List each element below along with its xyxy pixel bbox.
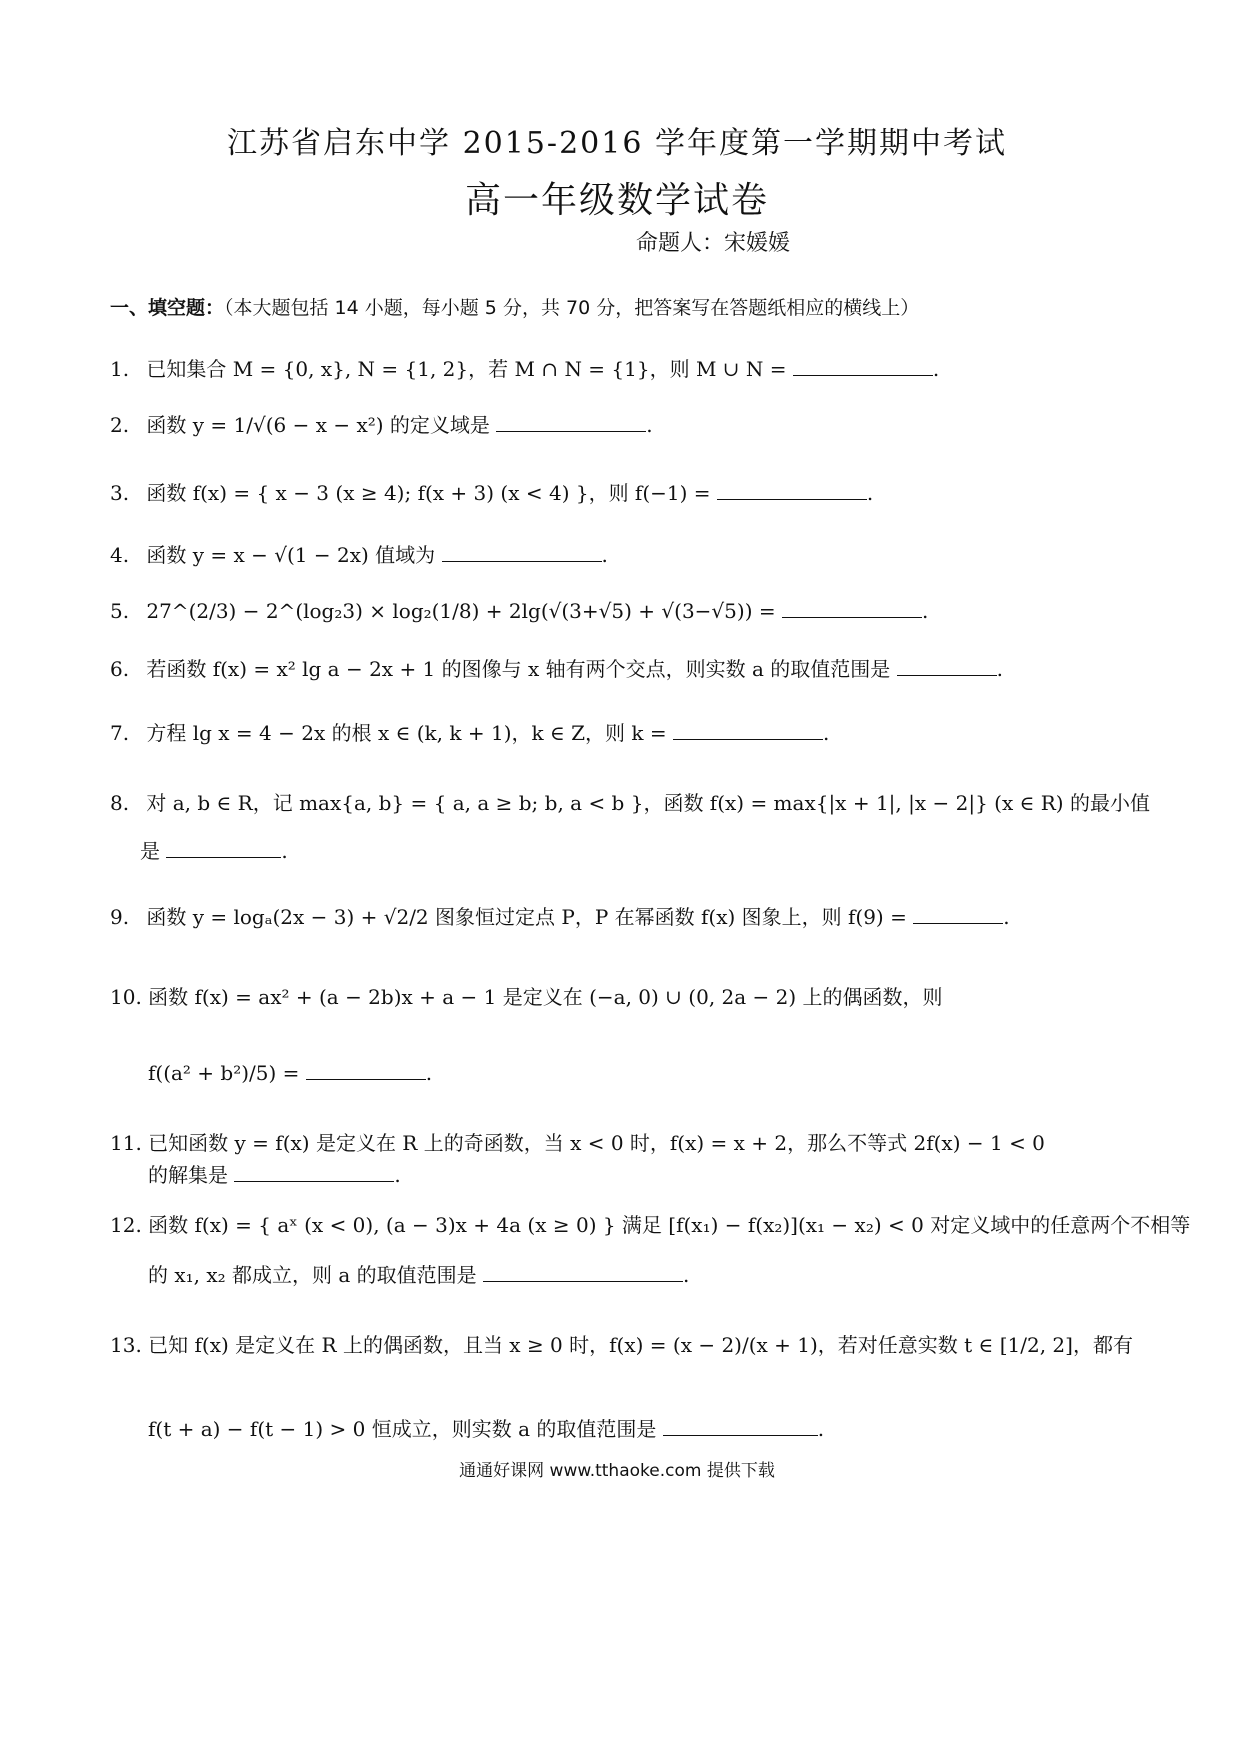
question-13 [110, 1332, 1133, 1358]
answer-blank[interactable] [782, 599, 922, 618]
answer-blank[interactable] [166, 839, 281, 858]
question-text-cont: 的 x₁, x₂ 都成立，则 a 的取值范围是 [148, 1263, 477, 1287]
answer-blank[interactable] [673, 721, 823, 740]
question-end: . [683, 1263, 690, 1287]
question-13-line2 [148, 1416, 824, 1442]
question-text: 函数 f(x) = { aˣ (x < 0), (a − 3)x + 4a (x ≥ 0) } 满足 [f(x₁) − f(x₂)](x₁ − x₂) < 0 对定义域中的任意两个不相等 [148, 1213, 1191, 1237]
question-end: . [646, 413, 653, 437]
question-text: 已知函数 y = f(x) 是定义在 R 上的奇函数，当 x < 0 时，f(x) = x + 2，那么不等式 2f(x) − 1 < 0 [148, 1131, 1045, 1155]
answer-blank[interactable] [442, 543, 602, 562]
section-instructions: （本大题包括 14 小题，每小题 5 分，共 70 分，把答案写在答题纸相应的横线上） [224, 297, 920, 319]
question-7 [110, 720, 829, 746]
question-12-line2 [148, 1262, 689, 1288]
question-end: . [996, 657, 1003, 681]
question-end: . [425, 1061, 433, 1085]
section-title: 一、填空题： [110, 297, 225, 319]
answer-blank[interactable] [663, 1417, 818, 1436]
question-end: . [817, 1417, 825, 1441]
question-number: 4. [110, 543, 130, 567]
answer-blank[interactable] [717, 481, 867, 500]
question-text-cont: f((a² + b²)/5) = [148, 1061, 300, 1085]
question-number: 12. [110, 1213, 142, 1237]
question-number: 13. [110, 1333, 142, 1357]
question-end: . [921, 599, 929, 623]
question-end: . [394, 1163, 401, 1187]
question-number: 3. [110, 481, 130, 505]
question-text: 27^(2/3) − 2^(log₂3) × log₂(1/8) + 2lg(√(3+√5) + √(3−√5)) = [146, 599, 776, 623]
question-text: 函数 y = logₐ(2x − 3) + √2/2 图象恒过定点 P，P 在幂函数 f(x) 图象上，则 f(9) = [146, 905, 907, 929]
answer-blank[interactable] [793, 357, 933, 376]
question-text: 对 a, b ∈ R，记 max{a, b} = { a, a ≥ b; b, a < b }，函数 f(x) = max{|x + 1|, |x − 2|} (x ∈ R) 的最小值 [146, 791, 1150, 815]
question-8-line2 [140, 838, 288, 864]
question-number: 2. [110, 413, 130, 437]
question-text-cont: f(t + a) − f(t − 1) > 0 恒成立，则实数 a 的取值范围是 [148, 1417, 657, 1441]
question-text: 函数 y = 1/√(6 − x − x²) 的定义域是 [146, 413, 490, 437]
question-end: . [1003, 905, 1010, 929]
question-number: 10. [110, 985, 142, 1009]
question-end: . [866, 481, 874, 505]
answer-blank[interactable] [496, 413, 646, 432]
question-number: 7. [110, 721, 130, 745]
question-text-cont: 是 [140, 839, 160, 863]
question-2 [110, 412, 653, 438]
author-name: 宋媛媛 [724, 231, 791, 256]
question-text: 函数 f(x) = { x − 3 (x ≥ 4); f(x + 3) (x < 4) }，则 f(−1) = [146, 481, 711, 505]
answer-blank[interactable] [306, 1061, 426, 1080]
question-text: 已知集合 M = {0, x}, N = {1, 2}，若 M ∩ N = {1}，则 M ∪ N = [146, 357, 787, 381]
page-footer: 通通好课网 www.tthaoke.com 提供下载 [459, 1461, 775, 1481]
question-8 [110, 790, 1150, 816]
question-11-line2 [148, 1162, 401, 1188]
question-3 [110, 480, 873, 506]
question-text: 已知 f(x) 是定义在 R 上的偶函数，且当 x ≥ 0 时，f(x) = (x − 2)/(x + 1)，若对任意实数 t ∈ [1/2, 2]，都有 [148, 1333, 1133, 1357]
question-text: 若函数 f(x) = x² lg a − 2x + 1 的图像与 x 轴有两个交点，则实数 a 的取值范围是 [146, 657, 891, 681]
answer-blank[interactable] [234, 1163, 394, 1182]
question-text-cont: 的解集是 [148, 1163, 228, 1187]
question-text: 函数 f(x) = ax² + (a − 2b)x + a − 1 是定义在 (−a, 0) ∪ (0, 2a − 2) 上的偶函数，则 [148, 985, 943, 1009]
question-number: 9. [110, 905, 130, 929]
question-10 [110, 984, 943, 1010]
question-12 [110, 1212, 1190, 1238]
question-9 [110, 904, 1010, 930]
exam-title: 江苏省启东中学 2015-2016 学年度第一学期期中考试 [227, 126, 1007, 161]
section-heading [110, 293, 919, 320]
answer-blank[interactable] [483, 1263, 683, 1282]
question-end: . [932, 357, 940, 381]
question-end: . [601, 543, 608, 567]
question-number: 5. [110, 599, 130, 623]
question-11 [110, 1130, 1045, 1156]
question-number: 1. [110, 357, 130, 381]
question-4 [110, 542, 608, 568]
author-line [636, 226, 790, 257]
question-5 [110, 598, 928, 624]
question-6 [110, 656, 1003, 682]
answer-blank[interactable] [897, 657, 997, 676]
question-number: 8. [110, 791, 130, 815]
question-end: . [822, 721, 830, 745]
exam-subtitle: 高一年级数学试卷 [464, 180, 769, 221]
question-1 [110, 356, 939, 382]
answer-blank[interactable] [913, 905, 1003, 924]
question-number: 6. [110, 657, 130, 681]
question-number: 11. [110, 1131, 142, 1155]
question-end: . [281, 839, 288, 863]
author-label: 命题人： [636, 231, 725, 256]
question-10-line2 [148, 1060, 432, 1086]
question-text: 函数 y = x − √(1 − 2x) 值域为 [146, 543, 436, 567]
question-text: 方程 lg x = 4 − 2x 的根 x ∈ (k, k + 1)，k ∈ Z，则 k = [146, 721, 667, 745]
